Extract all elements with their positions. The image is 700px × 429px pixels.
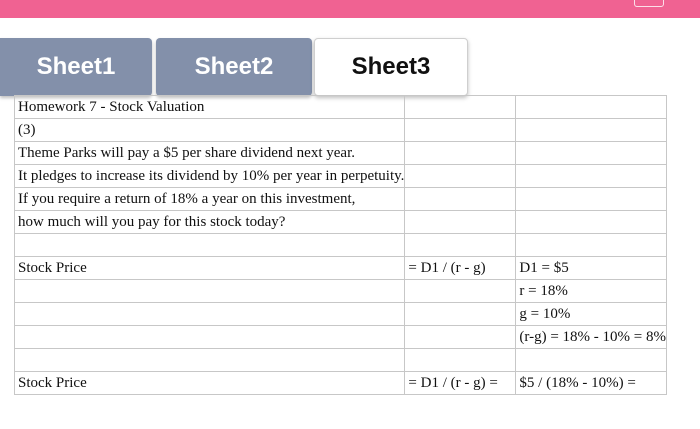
table-row <box>15 119 667 142</box>
cell-c6[interactable] <box>516 211 667 234</box>
cell-a9[interactable] <box>15 280 405 303</box>
cell-b5[interactable] <box>405 188 516 211</box>
cell-text: how much will you pay for this stock today? <box>18 214 286 230</box>
table-row <box>15 372 667 395</box>
cell-text: (3) <box>18 122 36 138</box>
cell-b6[interactable] <box>405 211 516 234</box>
sheet-tabs-bar <box>0 18 700 82</box>
cell-c8[interactable] <box>516 257 667 280</box>
cell-a13[interactable] <box>15 372 405 395</box>
cell-text: Homework 7 - Stock Valuation <box>18 99 205 115</box>
cell-a10[interactable] <box>15 303 405 326</box>
cell-text: $5 / (18% - 10%) = <box>519 375 636 391</box>
cell-text: Theme Parks will pay a $5 per share dividend next year. <box>18 145 355 161</box>
table-row <box>15 349 667 372</box>
cell-c11[interactable] <box>516 326 667 349</box>
table-row <box>15 211 667 234</box>
tab-sheet2[interactable]: Sheet2 <box>156 38 312 96</box>
spreadsheet-grid <box>14 95 667 395</box>
cell-text: g = 10% <box>519 306 571 322</box>
cell-a12[interactable] <box>15 349 405 372</box>
cell-c1[interactable] <box>516 96 667 119</box>
cell-b12[interactable] <box>405 349 516 372</box>
cell-text: D1 = $5 <box>519 260 569 276</box>
menu-handle-icon[interactable] <box>634 0 664 7</box>
cell-text: r = 18% <box>519 283 568 299</box>
cell-b3[interactable] <box>405 142 516 165</box>
tab-sheet1[interactable]: Sheet1 <box>0 38 152 96</box>
cell-text: Stock Price <box>18 375 87 391</box>
cell-a11[interactable] <box>15 326 405 349</box>
cell-text: = D1 / (r - g) <box>408 260 486 276</box>
cell-c12[interactable] <box>516 349 667 372</box>
cell-text: = D1 / (r - g) = <box>408 375 498 391</box>
cell-text: It pledges to increase its dividend by 10% per year in perpetuity. <box>18 168 405 184</box>
cell-c3[interactable] <box>516 142 667 165</box>
cell-b8[interactable] <box>405 257 516 280</box>
table-row <box>15 96 667 119</box>
cell-a2[interactable] <box>15 119 405 142</box>
cell-b11[interactable] <box>405 326 516 349</box>
cell-a8[interactable] <box>15 257 405 280</box>
cell-text: If you require a return of 18% a year on this investment, <box>18 191 356 207</box>
cell-c2[interactable] <box>516 119 667 142</box>
cell-a1[interactable] <box>15 96 405 119</box>
table-row <box>15 280 667 303</box>
cell-a5[interactable] <box>15 188 405 211</box>
cell-c10[interactable] <box>516 303 667 326</box>
cell-c13[interactable] <box>516 372 667 395</box>
cell-c4[interactable] <box>516 165 667 188</box>
cell-c9[interactable] <box>516 280 667 303</box>
table-row <box>15 188 667 211</box>
cell-text: (r-g) = 18% - 10% = 8% <box>519 329 667 345</box>
cell-a3[interactable] <box>15 142 405 165</box>
cell-b7[interactable] <box>405 234 516 257</box>
cell-b13[interactable] <box>405 372 516 395</box>
cell-text: Stock Price <box>18 260 87 276</box>
cell-a4[interactable] <box>15 165 405 188</box>
cell-c7[interactable] <box>516 234 667 257</box>
table-row <box>15 142 667 165</box>
cell-b9[interactable] <box>405 280 516 303</box>
cell-b4[interactable] <box>405 165 516 188</box>
table-row <box>15 303 667 326</box>
table-row <box>15 326 667 349</box>
tab-sheet3[interactable]: Sheet3 <box>314 38 468 96</box>
cell-c5[interactable] <box>516 188 667 211</box>
cell-b1[interactable] <box>405 96 516 119</box>
cell-a7[interactable] <box>15 234 405 257</box>
table-row <box>15 165 667 188</box>
cell-b2[interactable] <box>405 119 516 142</box>
cell-a6[interactable] <box>15 211 405 234</box>
table-row <box>15 257 667 280</box>
table-row <box>15 234 667 257</box>
cell-b10[interactable] <box>405 303 516 326</box>
top-app-bar <box>0 0 700 18</box>
